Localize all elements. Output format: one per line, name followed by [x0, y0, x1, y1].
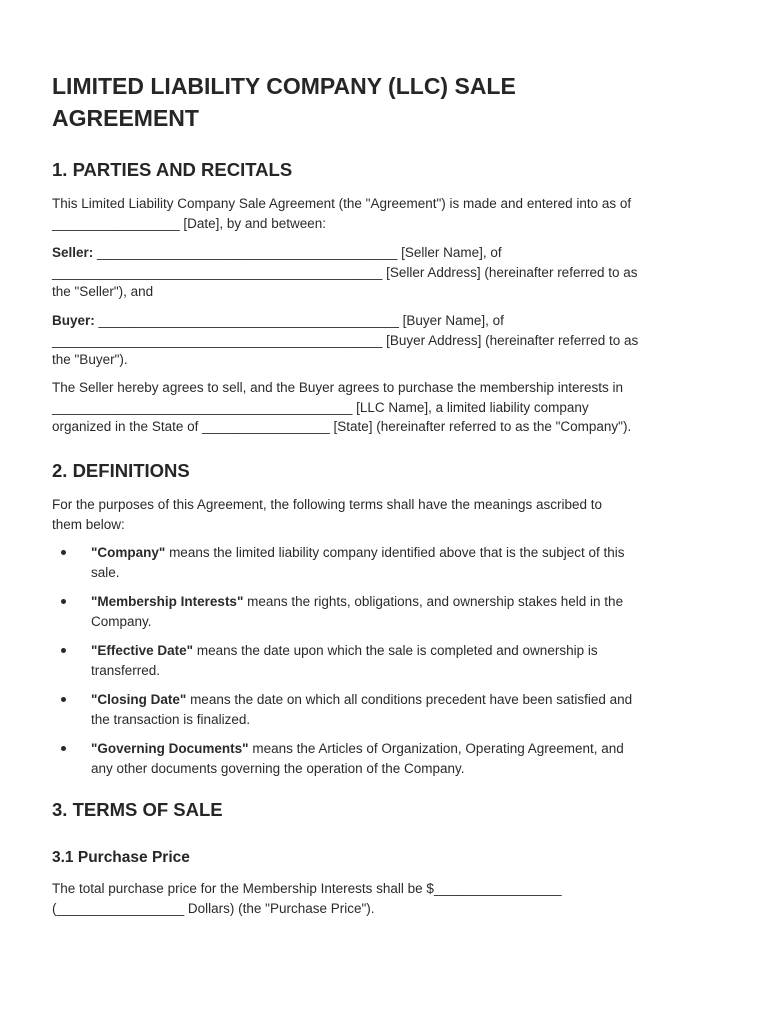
bullet-icon [61, 648, 66, 653]
definition-text: means the date on which all conditions precedent have been satisfied and [186, 692, 633, 707]
definition-item [52, 739, 732, 788]
definitions-list [52, 543, 732, 788]
recital-line: ________________________________________ [LLC Name], a limited liability company [52, 399, 589, 415]
definition-text: Company. [91, 613, 152, 629]
buyer-address-line: ____________________________________________ [Buyer Address] (hereinafter referred to as [52, 332, 639, 348]
buyer-paragraph [52, 311, 638, 370]
buyer-label: Buyer: [52, 313, 95, 328]
section-3-heading: 3. TERMS OF SALE [52, 799, 223, 820]
definition-text: the transaction is finalized. [91, 711, 251, 727]
document-title-line2: AGREEMENT [52, 105, 199, 131]
buyer-name-line: ________________________________________ [Buyer Name], of [94, 313, 504, 328]
definition-text: transferred. [91, 662, 161, 678]
definition-text: means the Articles of Organization, Operating Agreement, and [248, 741, 624, 756]
section-1-intro [52, 194, 631, 233]
seller-address-line: ____________________________________________ [Seller Address] (hereinafter referred to as [52, 264, 638, 280]
definition-term: "Company" [91, 545, 166, 560]
recital-line: The Seller hereby agrees to sell, and the Buyer agrees to purchase the membership interests in [52, 380, 624, 395]
definition-item [52, 592, 732, 641]
bullet-icon [61, 697, 66, 702]
definition-text: means the rights, obligations, and ownership stakes held in the [243, 594, 624, 609]
section-2-intro-line: them below: [52, 516, 125, 532]
section-1-intro-line: _________________ [Date], by and between: [52, 215, 326, 231]
definition-text: any other documents governing the operation of the Company. [91, 760, 465, 776]
seller-name-line: ________________________________________ [Seller Name], of [93, 245, 502, 260]
definition-item [52, 641, 732, 690]
definition-text: means the limited liability company identified above that is the subject of this [165, 545, 625, 560]
recital-line: organized in the State of _________________ [State] (hereinafter referred to as the "Company"). [52, 419, 632, 435]
purchase-price-paragraph [52, 879, 562, 918]
definition-term: "Effective Date" [91, 643, 194, 658]
document-title-line1: LIMITED LIABILITY COMPANY (LLC) SALE [52, 73, 516, 99]
buyer-closing-line: the "Buyer"). [52, 352, 128, 368]
bullet-icon [61, 599, 66, 604]
subsection-3-1-heading: 3.1 Purchase Price [52, 849, 190, 866]
recital-paragraph [52, 378, 631, 437]
definition-text: sale. [91, 564, 120, 580]
seller-label: Seller: [52, 245, 94, 260]
seller-closing-line: the "Seller"), and [52, 284, 154, 300]
bullet-icon [61, 550, 66, 555]
definition-text: means the date upon which the sale is completed and ownership is [193, 643, 598, 658]
section-2-heading: 2. DEFINITIONS [52, 460, 190, 481]
definition-term: "Governing Documents" [91, 741, 249, 756]
definition-item [52, 543, 732, 592]
section-2-intro [52, 495, 602, 534]
section-1-heading: 1. PARTIES AND RECITALS [52, 159, 293, 180]
purchase-price-line: (_________________ Dollars) (the "Purchase Price"). [52, 900, 375, 916]
definition-term: "Membership Interests" [91, 594, 244, 609]
seller-paragraph [52, 243, 637, 302]
document-title [52, 70, 692, 134]
definition-term: "Closing Date" [91, 692, 187, 707]
purchase-price-line: The total purchase price for the Membership Interests shall be $_________________ [52, 881, 562, 896]
bullet-icon [61, 746, 66, 751]
section-2-intro-line: For the purposes of this Agreement, the following terms shall have the meanings ascribed to [52, 497, 603, 512]
definition-item [52, 690, 732, 739]
section-1-intro-line: This Limited Liability Company Sale Agreement (the "Agreement") is made and entered into as of [52, 196, 632, 211]
